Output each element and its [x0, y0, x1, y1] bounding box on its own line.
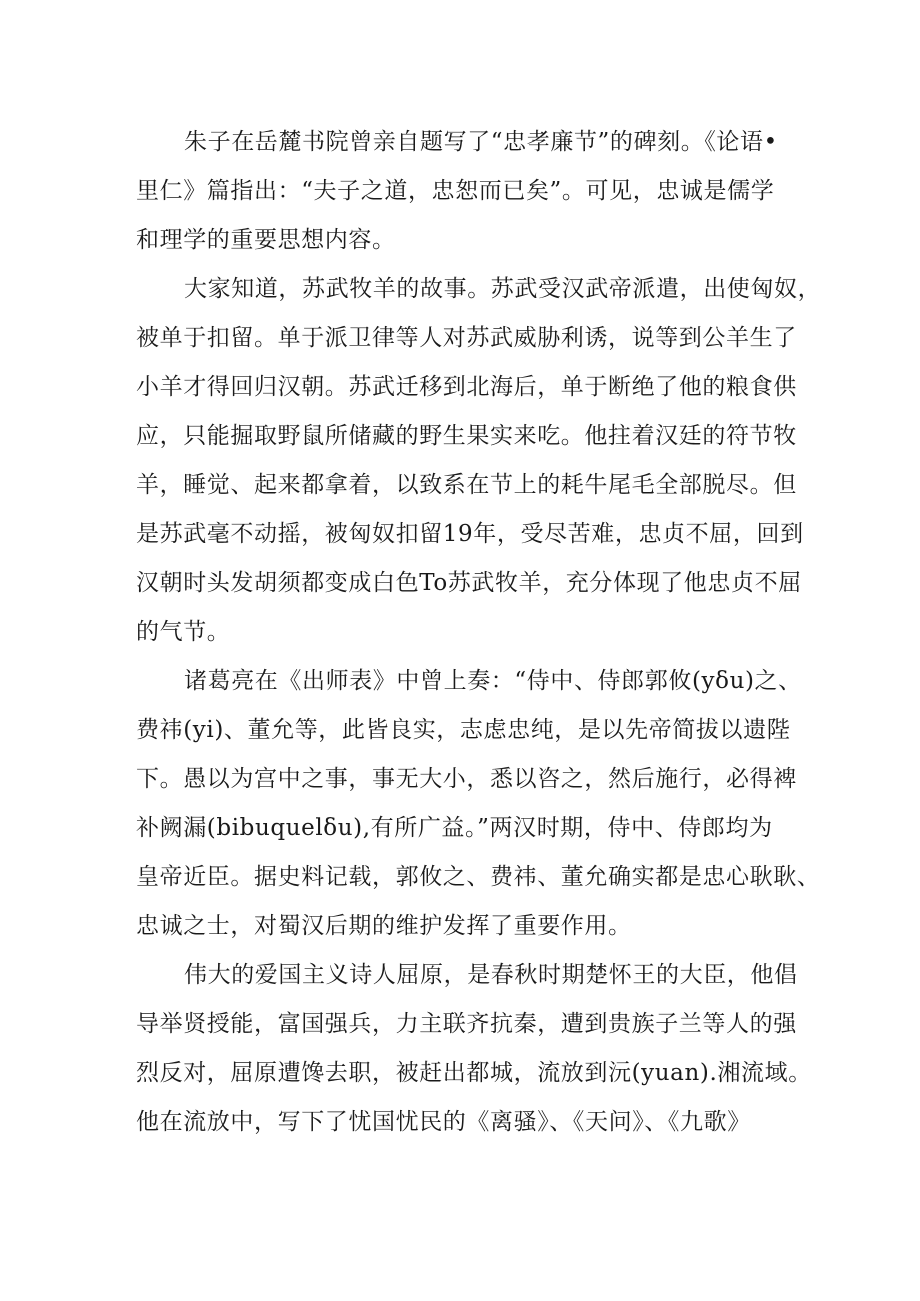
text-line: 大家知道，苏武牧羊的故事。苏武受汉武帝派遣，出使匈奴， — [184, 276, 822, 302]
text-line: 的气节。 — [136, 619, 231, 645]
document-body — [136, 118, 822, 1147]
paragraph-1 — [136, 118, 796, 265]
text-line: 羊，睡觉、起来都拿着，以致系在节上的耗牛尾毛全部脱尽。但 — [136, 472, 797, 498]
text-line: 导举贤授能，富国强兵，力主联齐抗秦，遭到贵族子兰等人的强 — [136, 1011, 797, 1037]
text-line: 朱子在岳麓书院曾亲自题写了“忠孝廉节”的碑刻。《论语• — [184, 129, 778, 155]
text-line: 诸葛亮在《出师表》中曾上奏：“侍中、侍郎郭攸(yδu)之、 — [184, 668, 802, 694]
text-line: 补阙漏(bibuquelδu),有所广益。”两汉时期，侍中、侍郎均为 — [136, 815, 773, 841]
text-line: 他在流放中，写下了忧国忧民的《离骚》、《天问》、《九歌》 — [136, 1109, 751, 1135]
text-line: 伟大的爱国主义诗人屈原，是春秋时期楚怀王的大臣，他倡 — [184, 962, 798, 988]
text-line: 皇帝近臣。据史料记载，郭攸之、费祎、董允确实都是忠心耿耿、 — [136, 864, 821, 890]
text-line: 忠诚之士，对蜀汉后期的维护发挥了重要作用。 — [136, 913, 632, 939]
text-line: 里仁》篇指出：“夫子之道，忠恕而已矣”。可见，忠诚是儒学 — [136, 178, 775, 204]
text-line: 小羊才得回归汉朝。苏武迁移到北海后，单于断绝了他的粮食供 — [136, 374, 797, 400]
text-line: 下。愚以为宫中之事，事无大小，悉以咨之，然后施行，必得裨 — [136, 766, 797, 792]
text-line: 汉朝时头发胡须都变成白色To苏武牧羊，充分体现了他忠贞不屈 — [136, 570, 802, 596]
paragraph-2 — [136, 265, 822, 657]
text-line: 被单于扣留。单于派卫律等人对苏武威胁利诱，说等到公羊生了 — [136, 325, 797, 351]
paragraph-3 — [136, 657, 821, 951]
text-line: 应，只能掘取野鼠所储藏的野生果实来吃。他拄着汉廷的符节牧 — [136, 423, 797, 449]
text-line: 烈反对，屈原遭馋去职，被赶出都城，流放到沅(yuan).湘流域。 — [136, 1060, 812, 1086]
text-line: 是苏武毫不动摇，被匈奴扣留19年，受尽苦难，忠贞不屈，回到 — [136, 521, 804, 547]
paragraph-4 — [136, 951, 812, 1147]
text-line: 和理学的重要思想内容。 — [136, 227, 396, 253]
text-line: 费祎(yi)、董允等，此皆良实，志虑忠纯，是以先帝简拔以遗陛 — [136, 717, 791, 743]
